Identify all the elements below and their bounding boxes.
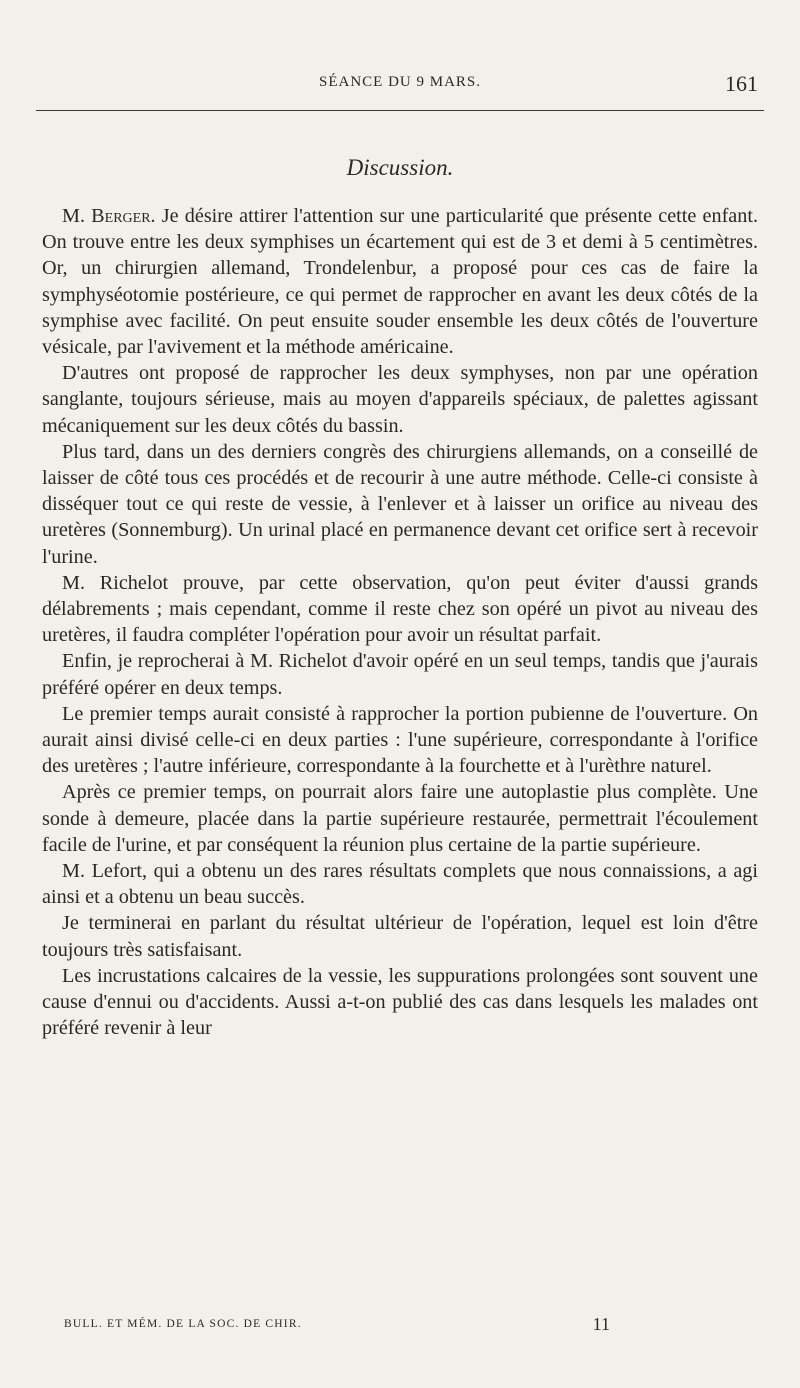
body-text	[42, 203, 758, 1042]
paragraph-text: Le premier temps aurait consisté à rapprocher la portion pubienne de l'ouverture. On aurait ainsi divisé celle-ci en deux parties : l'une supérieure, correspondante à l'orifice des uretères ; l'autre inférieure, correspondante à la fourchette et à l'urèthre naturel.	[42, 702, 758, 778]
paragraph-text: Plus tard, dans un des derniers congrès des chirurgiens allemands, on a conseillé de laisser de côté tous ces procédés et de recourir à une autre méthode. Celle-ci consiste à disséquer tout ce qui reste de vessie, à l'enlever et à laisser un orifice au niveau des uretères (Sonnemburg). Un urinal placé en permanence devant cet orifice sert à recevoir l'urine.	[42, 440, 758, 568]
paragraph	[42, 858, 758, 910]
page-number: 161	[725, 71, 758, 96]
speaker-name: M. Berger.	[62, 205, 156, 227]
paragraph-text: Enfin, je reprocherai à M. Richelot d'avoir opéré en un seul temps, tandis que j'aurais préféré opérer en deux temps.	[42, 650, 758, 699]
running-head: SÉANCE DU 9 MARS.	[318, 74, 482, 90]
paragraph	[42, 779, 758, 858]
paragraph	[42, 570, 758, 649]
page-footer	[64, 1314, 610, 1340]
paragraph	[42, 360, 758, 439]
paragraph	[42, 203, 758, 360]
paragraph-text: Après ce premier temps, on pourrait alors faire une autoplastie plus complète. Une sonde à demeure, placée dans la partie supérieure restaurée, permettrait l'écoulement facile de l'urine, et par conséquent la réunion plus certaine de la partie supérieure.	[42, 781, 758, 856]
paragraph	[42, 910, 758, 962]
footer-label: BULL. ET MÉM. DE LA SOC. DE CHIR.	[64, 1318, 302, 1330]
paragraph-text: Je désire attirer l'attention sur une particularité que présente cette enfant. On trouve entre les deux symphises un écartement qui est de 3 et demi à 5 centimètres. Or, un chirurgien allemand, Trondelenbur, a proposé pour ces cas de faire la symphyséotomie postérieure, ce qui permet de rapprocher en avant les deux côtés de la symphise avec facilité. On peut ensuite souder ensemble les deux côtés de l'ouverture vésicale, par l'avivement et la méthode américaine.	[42, 205, 759, 359]
paragraph	[42, 701, 758, 780]
paragraph	[42, 648, 758, 700]
paragraph-text: D'autres ont proposé de rapprocher les deux symphyses, non par une opération sanglante, toujours sérieuse, mais au moyen d'appareils spéciaux, de palettes agissant mécaniquement sur les deux côtés du bassin.	[42, 362, 758, 437]
paragraph	[42, 963, 758, 1042]
paragraph-text: Les incrustations calcaires de la vessie, les suppurations prolongées sont souvent une cause d'ennui ou d'accidents. Aussi a-t-on publié des cas dans lesquels les malades ont préféré revenir à leur	[42, 964, 758, 1040]
page-header	[36, 71, 764, 98]
paragraph-text: M. Lefort, qui a obtenu un des rares résultats complets que nous connaissions, a agi ainsi et a obtenu un beau succès.	[42, 860, 758, 909]
header-rule	[36, 110, 764, 111]
paragraph-text: M. Richelot prouve, par cette observation, qu'on peut éviter d'aussi grands délabrements ; mais cependant, comme il reste chez son opéré un pivot au niveau des uretères, il faudra compléter l'opération pour avoir un résultat parfait.	[42, 571, 758, 647]
paragraph	[42, 439, 758, 570]
signature-mark: 11	[592, 1314, 610, 1334]
paragraph-text: Je terminerai en parlant du résultat ultérieur de l'opération, lequel est loin d'être toujours très satisfaisant.	[42, 912, 758, 961]
section-title: Discussion.	[346, 155, 454, 180]
